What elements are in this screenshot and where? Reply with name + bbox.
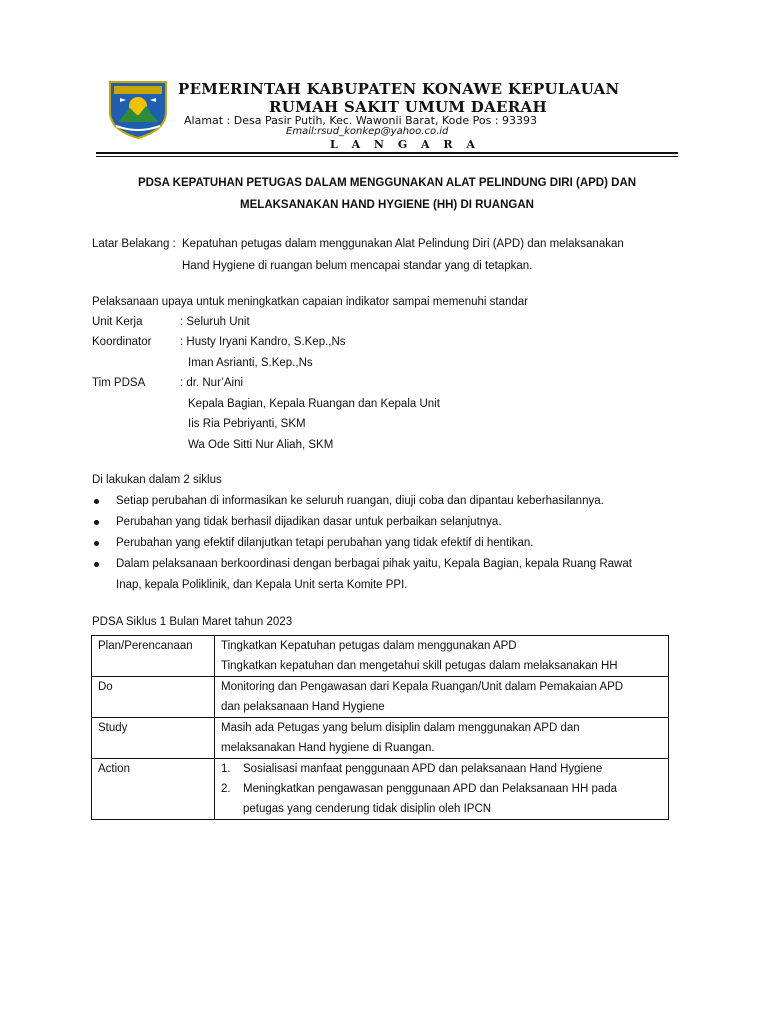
intro-text: Pelaksanaan upaya untuk meningkatkan capaian indikator sampai memenuhi standar: [92, 296, 528, 308]
coordinator-label: Koordinator: [92, 336, 152, 348]
do-content-cell: Monitoring dan Pengawasan dari Kepala Ruangan/Unit dalam Pemakaian APD dan pelaksanaan Hand Hygiene: [215, 677, 669, 718]
cycles-bullet-list: [92, 491, 632, 596]
action-item-2-continuation: petugas yang cenderung tidak disiplin oleh IPCN: [243, 803, 492, 815]
do-label-cell: Do: [92, 677, 215, 718]
table-row: [92, 718, 669, 759]
list-item: 1. Sosialisasi manfaat penggunaan APD dan pelaksanaan Hand Hygiene: [221, 763, 603, 775]
action-label-cell: Action: [92, 759, 215, 820]
team-value-3: Iis Ria Pebriyanti, SKM: [188, 418, 306, 430]
header-government-name: PEMERINTAH KABUPATEN KONAWE KEPULAUAN: [178, 80, 620, 98]
unit-label: Unit Kerja: [92, 316, 143, 328]
table-row: [92, 677, 669, 718]
regency-emblem-icon: [104, 78, 172, 140]
header-hospital-name: RUMAH SAKIT UMUM DAERAH: [269, 98, 547, 116]
background-text-line1: Kepatuhan petugas dalam menggunakan Alat Pelindung Diri (APD) dan melaksanakan: [182, 238, 624, 250]
list-item: Perubahan yang efektif dilanjutkan tetapi perubahan yang tidak efektif di hentikan.: [92, 533, 632, 554]
coordinator-value-2: Iman Asrianti, S.Kep.,Ns: [188, 357, 313, 369]
header-divider-thin: [96, 156, 678, 157]
document-title-line1: PDSA KEPATUHAN PETUGAS DALAM MENGGUNAKAN ALAT PELINDUNG DIRI (APD) DAN: [137, 177, 637, 189]
team-value-2: Kepala Bagian, Kepala Ruangan dan Kepala Unit: [188, 398, 440, 410]
cycles-intro: Di lakukan dalam 2 siklus: [92, 474, 222, 486]
plan-label-cell: Plan/Perencanaan: [92, 636, 215, 677]
header-divider-thick: [96, 152, 678, 154]
bullet-icon: [94, 499, 99, 504]
background-text-line2: Hand Hygiene di ruangan belum mencapai standar yang di tetapkan.: [182, 260, 533, 272]
team-value-1: : dr. Nur’Aini: [180, 377, 244, 389]
table-caption: PDSA Siklus 1 Bulan Maret tahun 2023: [92, 616, 293, 628]
header-address: Alamat : Desa Pasir Putih, Kec. Wawonii Barat, Kode Pos : 93393: [184, 114, 538, 127]
team-value-4: Wa Ode Sitti Nur Aliah, SKM: [188, 439, 334, 451]
action-content-cell: [215, 759, 669, 820]
document-title-line2: MELAKSANAKAN HAND HYGIENE (HH) DI RUANGAN: [240, 199, 534, 211]
header-email: Email:rsud_konkep@yahoo.co.id: [286, 126, 449, 137]
table-row: [92, 759, 669, 820]
pdsa-cycle-table: [91, 635, 669, 820]
list-item: Setiap perubahan di informasikan ke seluruh ruangan, diuji coba dan dipantau keberhasilannya.: [92, 491, 632, 512]
study-label-cell: Study: [92, 718, 215, 759]
plan-content-cell: Tingkatkan Kepatuhan petugas dalam menggunakan APD Tingkatkan kepatuhan dan mengetahui skill petugas dalam melaksanakan HH: [215, 636, 669, 677]
table-row: [92, 636, 669, 677]
bullet-icon: [94, 562, 99, 567]
header-city: L A N G A R A: [330, 138, 480, 151]
bullet-icon: [94, 541, 99, 546]
coordinator-value-1: : Husty Iryani Kandro, S.Kep.,Ns: [180, 336, 346, 348]
team-label: Tim PDSA: [92, 377, 146, 389]
list-item: Perubahan yang tidak berhasil dijadikan dasar untuk perbaikan selanjutnya.: [92, 512, 632, 533]
bullet-icon: [94, 520, 99, 525]
list-item: Dalam pelaksanaan berkoordinasi dengan berbagai pihak yaitu, Kepala Bagian, kepala Ruang Rawat Inap, kepala Poliklinik, dan Kepala Unit serta Komite PPI.: [92, 554, 632, 596]
unit-value: : Seluruh Unit: [180, 316, 250, 328]
background-label: Latar Belakang :: [92, 238, 176, 250]
study-content-cell: Masih ada Petugas yang belum disiplin dalam menggunakan APD dan melaksanakan Hand hygiene di Ruangan.: [215, 718, 669, 759]
list-item: 2. Meningkatkan pengawasan penggunaan APD dan Pelaksanaan HH pada: [221, 783, 618, 795]
